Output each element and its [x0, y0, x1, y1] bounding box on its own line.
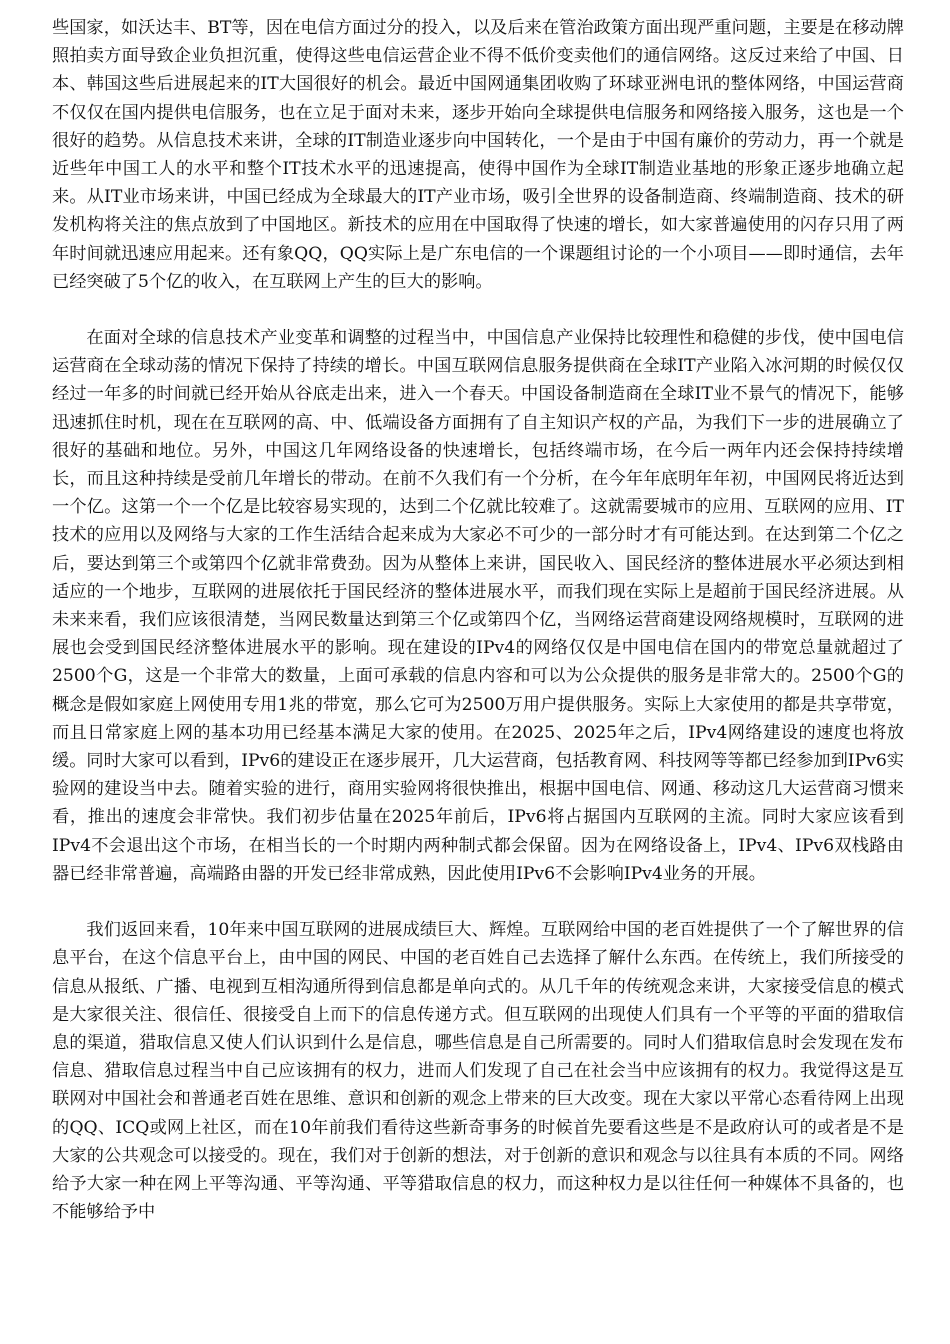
paragraph-1: 些国家，如沃达丰、BT等，因在电信方面过分的投入，以及后来在管治政策方面出现严重问题，主要是在移动牌照拍卖方面导致企业负担沉重，使得这些电信运营企业不得不低价变卖他们的通信网络。这反过来给了中国、日本、韩国这些后进展起来的IT大国很好的机会。最近中国网通集团收购了环球亚洲电讯的整体网络，中国运营商不仅仅在国内提供电信服务，也在立足于面对未来，逐步开始向全球提供电信服务和网络接入服务，这也是一个很好的趋势。从信息技术来讲，全球的IT制造业逐步向中国转化，一个是由于中国有廉价的劳动力，再一个就是近些年中国工人的水平和整个IT技术水平的迅速提高，使得中国作为全球IT制造业基地的形象正逐步地确立起来。从IT业市场来讲，中国已经成为全球最大的IT产业市场，吸引全世界的设备制造商、终端制造商、技术的研发机构将关注的焦点放到了中国地区。新技术的应用在中国取得了快速的增长，如大家普遍使用的闪存只用了两年时间就迅速应用起来。还有象QQ，QQ实际上是广东电信的一个课题组讨论的一个小项目——即时通信，去年已经突破了5个亿的收入，在互联网上产生的巨大的影响。: [52, 18, 904, 292]
paragraph-spacer: [52, 888, 904, 916]
paragraph-2: 在面对全球的信息技术产业变革和调整的过程当中，中国信息产业保持比较理性和稳健的步伐，使中国电信运营商在全球动荡的情况下保持了持续的增长。中国互联网信息服务提供商在全球IT产业陷入冰河期的时候仅仅经过一年多的时间就已经开始从谷底走出来，进入一个春天。中国设备制造商在全球IT业不景气的情况下，能够迅速抓住时机，现在在互联网的高、中、低端设备方面拥有了自主知识产权的产品，为我们下一步的进展确立了很好的基础和地位。另外，中国这几年网络设备的快速增长，包括终端市场，在今后一两年内还会保持持续增长，而且这种持续是受前几年增长的带动。在前不久我们有一个分析，在今年年底明年年初，中国网民将近达到一个亿。这第一个一个亿是比较容易实现的，达到二个亿就比较难了。这就需要城市的应用、互联网的应用、IT技术的应用以及网络与大家的工作生活结合起来成为大家必不可少的一部分时才有可能达到。在达到第二个亿之后，要达到第三个或第四个亿就非常费劲。因为从整体上来讲，国民收入、国民经济的整体进展水平必须达到相适应的一个地步，互联网的进展依托于国民经济的整体进展水平，而我们现在实际上是超前于国民经济进展。从未来来看，我们应该很清楚，当网民数量达到第三个亿或第四个亿，当网络运营商建设网络规模时，互联网的进展也会受到国民经济整体进展水平的影响。现在建设的IPv4的网络仅仅是中国电信在国内的带宽总量就超过了2500个G，这是一个非常大的数量，上面可承载的信息内容和可以为公众提供的服务是非常大的。2500个G的概念是假如家庭上网使用专用1兆的带宽，那么它可为2500万用户提供服务。实际上大家使用的都是共享带宽，而且日常家庭上网的基本功用已经基本满足大家的使用。在2025、2025年之后，IPv4网络建设的速度也将放缓。同时大家可以看到，IPv6的建设正在逐步展开，几大运营商，包括教育网、科技网等等都已经参加到IPv6实验网的建设当中去。随着实验的进行，商用实验网将很快推出，根据中国电信、网通、移动这几大运营商习惯来看，推出的速度会非常快。我们初步估量在2025年前后，IPv6将占据国内互联网的主流。同时大家应该看到IPv4不会退出这个市场，在相当长的一个时期内两种制式都会保留。因为在网络设备上，IPv4、IPv6双栈路由器已经非常普遍，高端路由器的开发已经非常成熟，因此使用IPv6不会影响IPv4业务的开展。: [52, 328, 904, 884]
document-page: [52, 14, 904, 1226]
paragraph-spacer: [52, 296, 904, 324]
paragraph-3: 我们返回来看，10年来中国互联网的进展成绩巨大、辉煌。互联网给中国的老百姓提供了一个了解世界的信息平台，在这个信息平台上，由中国的网民、中国的老百姓自己去选择了解什么东西。在传统上，我们所接受的信息从报纸、广播、电视到互相沟通所得到信息都是单向式的。从几千年的传统观念来讲，大家接受信息的模式是大家很关注、很信任、很接受自上而下的信息传递方式。但互联网的出现使人们具有一个平等的平面的猎取信息的渠道，猎取信息又使人们认识到什么是信息，哪些信息是自己所需要的。同时人们猎取信息时会发现在发布信息、猎取信息过程当中自己应该拥有的权力，进而人们发现了自己在社会当中应该拥有的权力。我觉得这是互联网对中国社会和普通老百姓在思维、意识和创新的观念上带来的巨大改变。现在大家以平常心态看待网上出现的QQ、ICQ或网上社区，而在10年前我们看待这些新奇事务的时候首先要看这些是不是政府认可的或者是不是大家的公共观念可以接受的。现在，我们对于创新的想法，对于创新的意识和观念与以往具有本质的不同。网络给予大家一种在网上平等沟通、平等沟通、平等猎取信息的权力，而这种权力是以往任何一种媒体不具备的，也不能够给予中: [52, 920, 904, 1223]
